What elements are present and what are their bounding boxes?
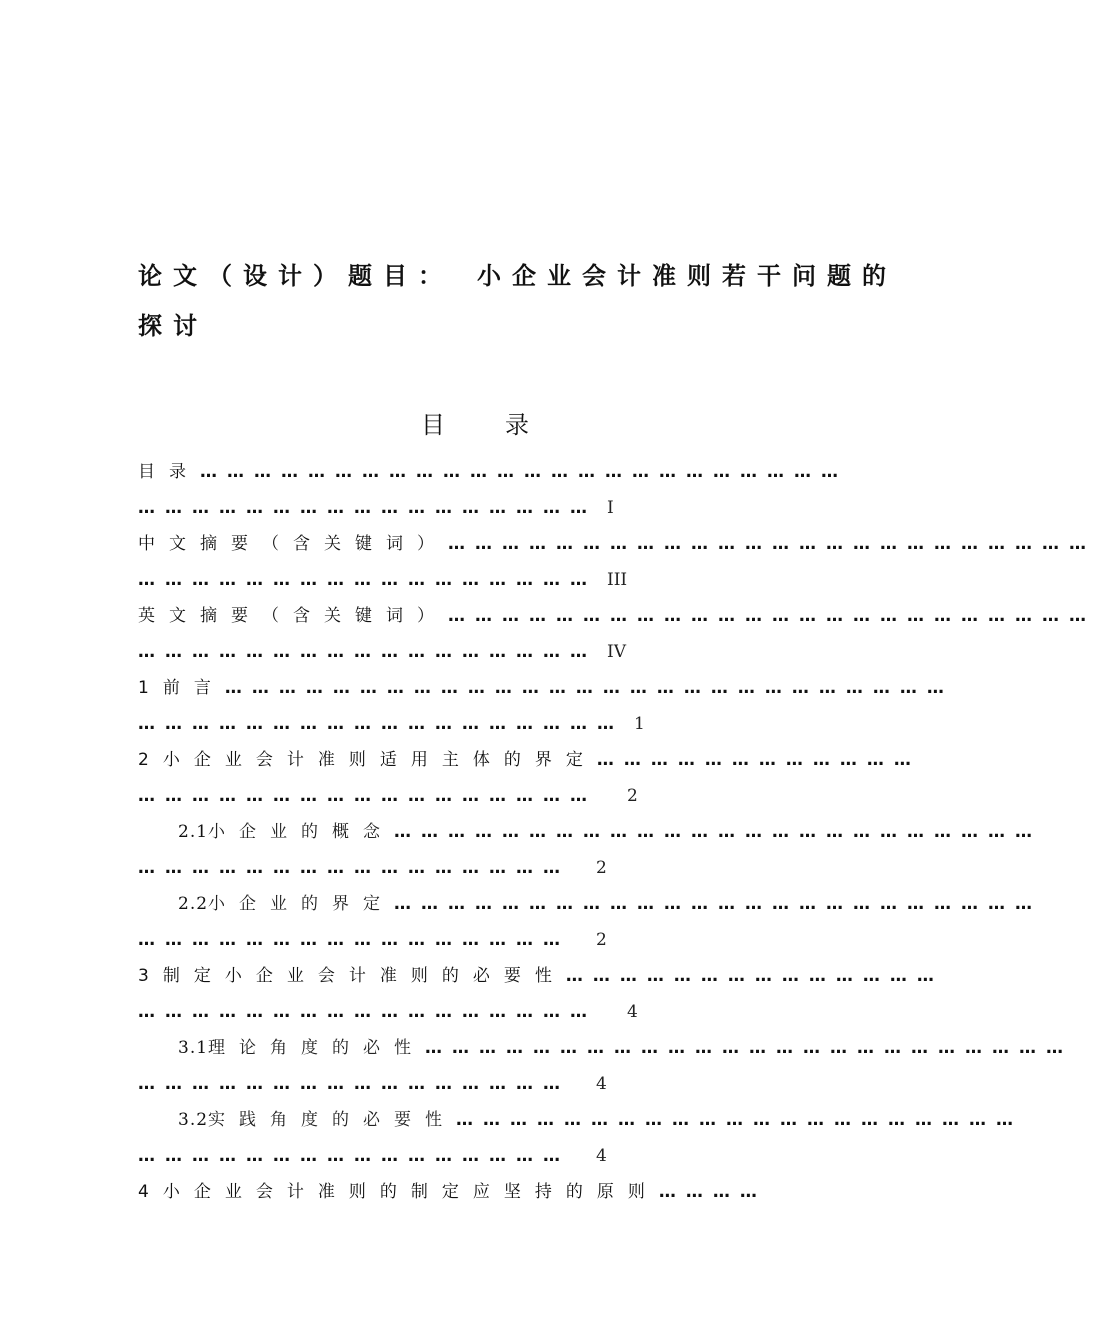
thesis-title-text: 小企业会计准则若干问题的 [477, 262, 897, 290]
toc-entry-line[interactable] [138, 671, 954, 705]
toc-entry-number: 3.2 [178, 1110, 209, 1130]
toc-entry-label: 理论角度的必性 [208, 1038, 426, 1058]
leader-dots: ……………………………………………………………………… [224, 678, 954, 698]
toc-entry-number: 2.2 [178, 894, 209, 914]
leader-dots: ………………………………………… [138, 1074, 570, 1094]
leader-dots: ………………………………………… [138, 858, 570, 878]
toc-entry-label: 前言 [162, 678, 225, 698]
leader-dots: …………………………………………… [138, 570, 597, 590]
toc-entry-number: 2.1 [178, 822, 209, 842]
leader-dots: ……………………………………………………………… [200, 462, 848, 482]
toc-entry-label: 实践角度的必要性 [208, 1110, 457, 1130]
toc-page-number: 2 [596, 858, 607, 878]
toc-entry-number: 1 [138, 678, 163, 698]
toc-page-number: 4 [596, 1146, 607, 1166]
toc-page-number: III [607, 570, 628, 590]
leader-dots: …………………………………………… [138, 1002, 597, 1022]
toc-entry-line[interactable] [138, 527, 1096, 561]
thesis-title-label: 论文（设计）题目： [138, 262, 453, 290]
toc-entry-line [138, 923, 850, 957]
toc-page-number: I [607, 498, 614, 518]
toc-entry-label: 制定小企业会计准则的必要性 [162, 966, 566, 986]
leader-dots: ………………………………………… [138, 930, 570, 950]
toc-entry-line [138, 779, 850, 813]
leader-dots: ……………………………………………………………… [448, 606, 1096, 626]
leader-dots: ……………………………………………………………… [394, 894, 1043, 914]
leader-dots: …………………………………… [565, 966, 944, 986]
toc-entry-line [138, 995, 850, 1029]
toc-entry-number: 3.1 [178, 1038, 209, 1058]
toc-page-number: 2 [627, 786, 638, 806]
toc-page-number: 1 [634, 714, 645, 734]
leader-dots: …………………………………………… [138, 498, 597, 518]
toc-entry-line [138, 1067, 850, 1101]
leader-dots: ……………………………… [596, 750, 921, 770]
toc-page-number: IV [607, 642, 626, 662]
toc-entry-number: 4 [138, 1182, 163, 1202]
toc-entry-line[interactable] [138, 887, 1043, 921]
leader-dots: ……………………………………………………………… [394, 822, 1043, 842]
leader-dots: ………… [658, 1182, 767, 1202]
toc-page-number: 2 [596, 930, 607, 950]
toc-entry-label: 小企业的界定 [208, 894, 395, 914]
toc-entry-label: 英文摘要（含关键词） [138, 606, 448, 626]
toc-entry-label: 小企业的概念 [208, 822, 395, 842]
toc-entry-line [138, 635, 850, 669]
thesis-title-line-1 [138, 256, 897, 291]
toc-entry-number: 3 [138, 966, 163, 986]
toc-entry-label: 中文摘要（含关键词） [138, 534, 448, 554]
toc-entry-label: 小企业会计准则的制定应坚持的原则 [162, 1182, 659, 1202]
toc-page-number: 4 [596, 1074, 607, 1094]
toc-entry-line [138, 1139, 850, 1173]
toc-page-number: 4 [627, 1002, 638, 1022]
leader-dots: ……………………………………………………… [456, 1110, 1024, 1130]
toc-entry-line [138, 491, 850, 525]
leader-dots: …………………………………………… [138, 786, 597, 806]
toc-entry-number: 2 [138, 750, 163, 770]
toc-entry-line[interactable] [138, 959, 944, 993]
toc-entry-line [138, 707, 850, 741]
toc-entry-line [138, 563, 850, 597]
toc-entry-line [138, 851, 850, 885]
toc-entry-line[interactable] [138, 815, 1043, 849]
thesis-title-line-2: 探讨 [138, 312, 208, 340]
toc-heading: 目 录 [421, 411, 529, 439]
toc-entry-line[interactable] [138, 1175, 850, 1209]
toc-entry-label: 目录 [138, 462, 200, 482]
toc-entry-line[interactable] [138, 743, 921, 777]
leader-dots: ………………………………………… [138, 1146, 570, 1166]
leader-dots: …………………………………………… [138, 642, 597, 662]
toc-entry-line[interactable] [138, 1103, 1024, 1137]
leader-dots: ……………………………………………………………… [425, 1038, 1074, 1058]
toc-entry-label: 小企业会计准则适用主体的界定 [162, 750, 597, 770]
leader-dots: ……………………………………………………………… [448, 534, 1096, 554]
leader-dots: ……………………………………………… [138, 714, 624, 734]
toc-entry-line[interactable] [138, 455, 850, 489]
toc-entry-line[interactable] [138, 1031, 1074, 1065]
toc-entry-line[interactable] [138, 599, 1096, 633]
